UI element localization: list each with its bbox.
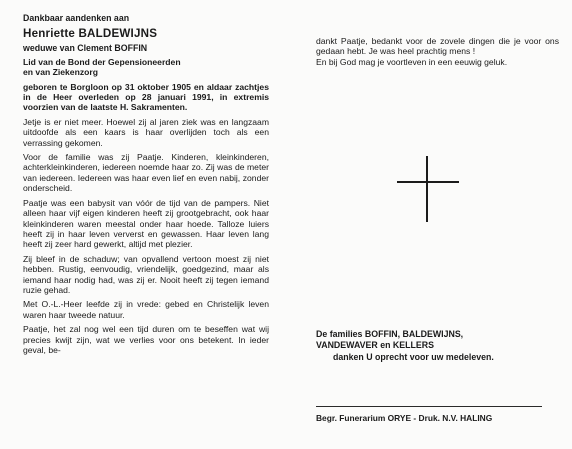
membership-lines [23, 57, 269, 78]
families-line: De families BOFFIN, BALDEWIJNS, [316, 329, 464, 339]
body-paragraph: Met O.-L.-Heer leefde zij in vrede: gebed en Christelijk leven waren haar tweede natuur. [23, 299, 269, 320]
body-paragraph: Voor de familie was zij Paatje. Kinderen, kleinkinderen, achterkleinkinderen, iedereen noemde haar zo. Zij was de meter van iedereen. Iedereen was haar even lief en even nabij, zonder onderscheid. [23, 152, 269, 194]
left-panel [23, 13, 269, 355]
body-paragraph: Zij bleef in de schaduw; van opvallend vertoon moest zij niet hebben. Rustig, eenvoudig, vriendelijk, goedgezind, maar als iemand haar nodig had, was zij er. Nooit heeft zij tegen iemand ruzie gehad. [23, 253, 269, 295]
right-panel [316, 36, 559, 67]
body-paragraph: Jetje is er niet meer. Hoewel zij al jaren ziek was en langzaam uitdoofde als een kaars is haar overlijden toch als een verrassing gekomen. [23, 116, 269, 148]
intro-line: Dankbaar aandenken aan [23, 13, 130, 23]
families-line: VANDEWAVER en KELLERS [316, 340, 434, 351]
closing-paragraph: En bij God mag je voortleven in een eeuwig geluk. [316, 56, 508, 67]
deceased-name: Henriette BALDEWIJNS [23, 27, 158, 41]
cross-horizontal-bar [397, 181, 459, 183]
membership-line: Lid van de Bond der Gepensioneerden [23, 56, 181, 67]
body-paragraph: Paatje was een babysit van vóór de tijd van de pampers. Niet alleen haar vijf eigen kinderen heeft zij grootgebracht, ook haar kleinkinderen waren meestal onder haar hoede. Talloze luiers heeft zij in haar leven ververst en gewassen. Haar leven lang heeft zij zeer hard gewerkt, altijd met plezier. [23, 197, 269, 250]
latin-cross-icon [397, 156, 459, 222]
printer-credit: Begr. Funerarium ORYE - Druk. N.V. HALING [316, 413, 493, 423]
widow-line: weduwe van Clement BOFFIN [23, 43, 148, 54]
continuation-paragraph: dankt Paatje, bedankt voor de zovele dingen die je voor ons gedaan hebt. Je was heel prachtig mens ! [316, 36, 559, 57]
thanks-line: danken U oprecht voor uw medeleven. [333, 351, 494, 362]
footer-divider [316, 406, 542, 407]
body-paragraph: Paatje, het zal nog wel een tijd duren om te beseffen wat wij precies kwijt zijn, wat we verlies voor ons betekent. In ieder geval, be- [23, 324, 269, 355]
membership-line: en van Ziekenzorg [23, 67, 98, 78]
birth-death-statement: geboren te Borgloon op 31 oktober 1905 en aldaar zachtjes in de Heer overleden op 28 januari 1991, in extremis voorzien van de laatste H. Sakramenten. [23, 81, 269, 113]
cross-vertical-bar [426, 156, 428, 222]
families-block [316, 329, 556, 363]
